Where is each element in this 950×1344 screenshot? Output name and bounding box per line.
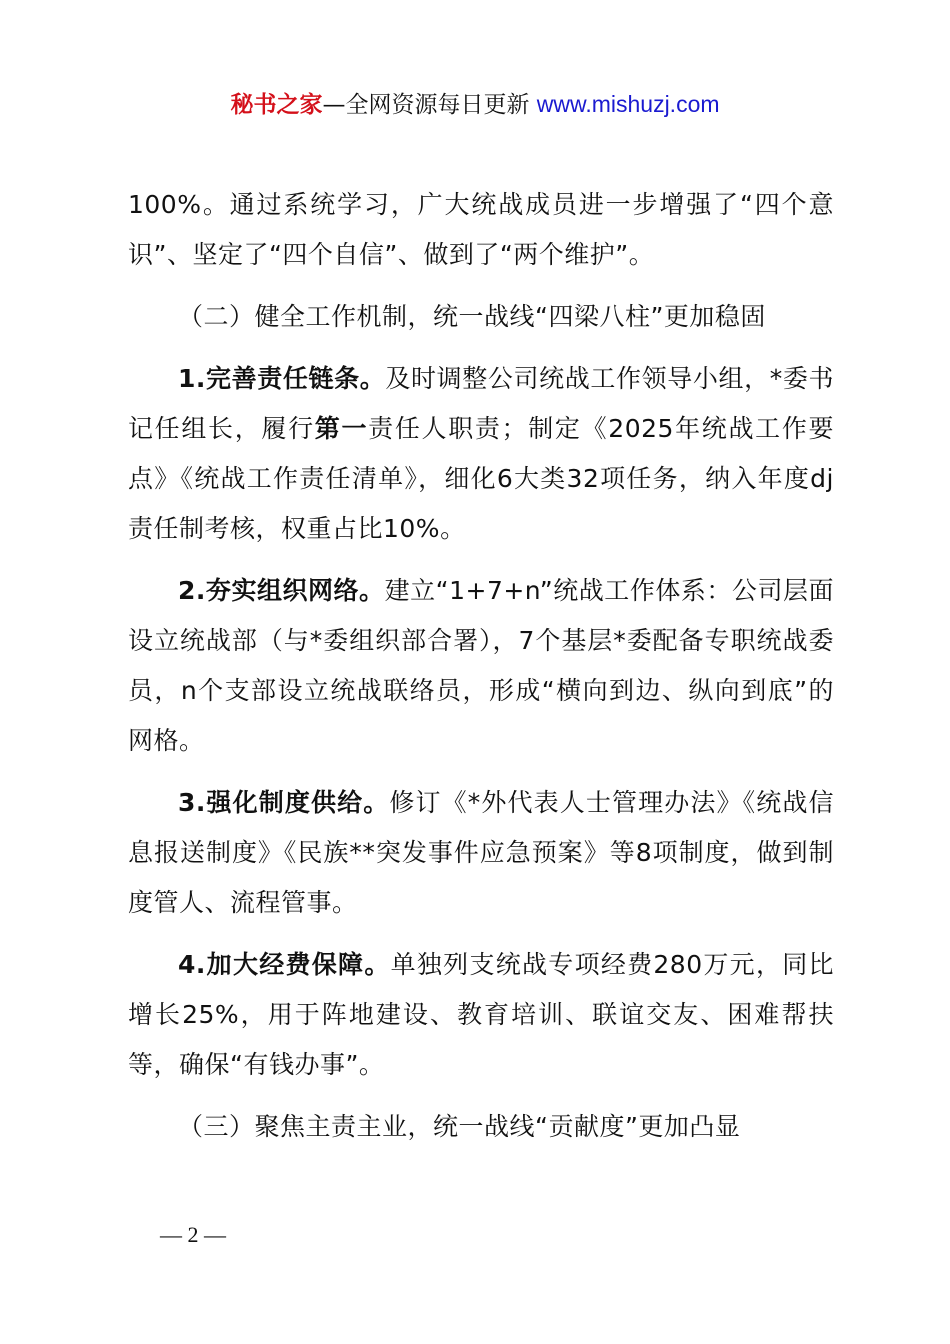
item-1-bold-phrase: 第一 (314, 414, 369, 443)
item-2-body: 建立“1+7+n”统战工作体系：公司层面设立统战部（与*委组织部合署），7个基层*委配备专职统战委员，n个支部设立统战联络员，形成“横向到边、纵向到底”的网格。 (128, 576, 834, 755)
item-3-title: 3.强化制度供给。 (178, 788, 390, 817)
site-header (0, 88, 950, 121)
section-heading-3: （三）聚焦主责主业，统一战线“贡献度”更加凸显 (178, 1112, 741, 1141)
site-brand: 秘书之家 (230, 92, 323, 118)
paragraph-item-1 (128, 354, 834, 554)
site-tagline: —全网资源每日更新 (322, 92, 530, 118)
item-2-title: 2.夯实组织网络。 (178, 576, 385, 605)
document-body (128, 180, 834, 1152)
section-heading-2: （二）健全工作机制，统一战线“四梁八柱”更加稳固 (178, 302, 766, 331)
site-url-link[interactable]: www.mishuzj.com (536, 91, 720, 117)
item-1-title: 1.完善责任链条。 (178, 364, 386, 393)
page-number: — 2 — (160, 1222, 226, 1247)
item-3-body: 修订《*外代表人士管理办法》《统战信息报送制度》《民族**突发事件应急预案》等8项制度，做到制度管人、流程管事。 (128, 788, 834, 917)
item-1-body-a: 及时调整公司统战工作领导小组，*委书记任组长，履行 (128, 364, 834, 443)
item-4-body: 单独列支统战专项经费280万元，同比增长25%，用于阵地建设、教育培训、联谊交友、困难帮扶等，确保“有钱办事”。 (128, 950, 835, 1079)
paragraph-continuation: 100%。通过系统学习，广大统战成员进一步增强了“四个意识”、坚定了“四个自信”、做到了“两个维护”。 (128, 190, 834, 269)
paragraph-item-4 (128, 940, 834, 1090)
paragraph-item-3 (128, 778, 834, 928)
paragraph-item-2 (128, 566, 834, 766)
item-4-title: 4.加大经费保障。 (178, 950, 391, 979)
item-1-body-b: 责任人职责；制定《2025年统战工作要点》《统战工作责任清单》，细化6大类32项任务，纳入年度dj责任制考核，权重占比10%。 (128, 414, 834, 543)
